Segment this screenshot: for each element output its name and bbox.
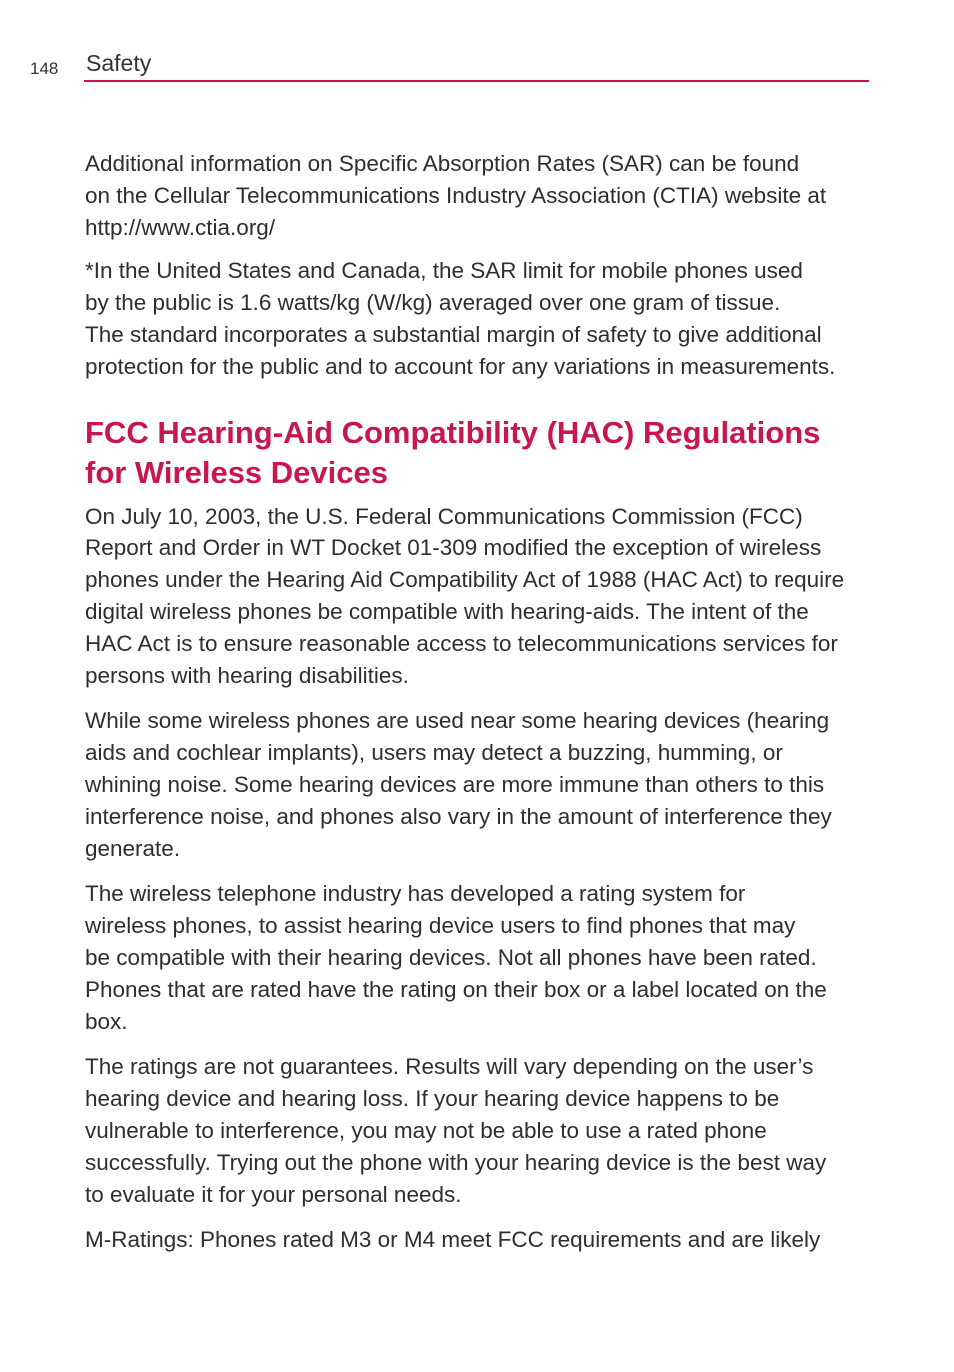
m-ratings-paragraph (85, 1224, 880, 1256)
text-line: *In the United States and Canada, the SAR limit for mobile phones used (85, 258, 803, 284)
heading-line: FCC Hearing-Aid Compatibility (HAC) Regulations (85, 414, 821, 450)
text-line: aids and cochlear implants), users may detect a buzzing, humming, or (85, 740, 783, 766)
text-line: vulnerable to interference, you may not be able to use a rated phone (85, 1117, 767, 1143)
section-heading (85, 413, 880, 493)
text-line: successfully. Trying out the phone with your hearing device is the best way (85, 1149, 827, 1175)
text-line: whining noise. Some hearing devices are more immune than others to this (85, 771, 825, 797)
text-line: phones under the Hearing Aid Compatibility Act of 1988 (HAC Act) to require (85, 567, 845, 593)
ratings-guarantee-paragraph (85, 1051, 880, 1210)
sar-limit-paragraph (85, 255, 880, 382)
text-line: box. (85, 1008, 128, 1034)
text-line: On July 10, 2003, the U.S. Federal Communications Commission (FCC) (85, 503, 803, 529)
text-line: interference noise, and phones also vary in the amount of interference they (85, 803, 832, 829)
text-line: The wireless telephone industry has developed a rating system for (85, 881, 746, 907)
text-line: While some wireless phones are used near some hearing devices (hearing (85, 708, 830, 734)
page-content (85, 148, 880, 1270)
text-line: The standard incorporates a substantial margin of safety to give additional (85, 321, 822, 347)
heading-line: for Wireless Devices (85, 454, 388, 490)
text-line: Additional information on Specific Absorption Rates (SAR) can be found (85, 151, 800, 176)
text-line: wireless phones, to assist hearing device users to find phones that may (85, 913, 796, 939)
text-line: M-Ratings: Phones rated M3 or M4 meet FCC requirements and are likely (85, 1227, 821, 1253)
text-line: HAC Act is to ensure reasonable access to telecommunications services for (85, 630, 838, 656)
text-line: hearing device and hearing loss. If your hearing device happens to be (85, 1086, 780, 1112)
text-line: be compatible with their hearing devices. Not all phones have been rated. (85, 944, 817, 970)
text-line: The ratings are not guarantees. Results will vary depending on the user’s (85, 1054, 814, 1080)
section-title: Safety (86, 50, 152, 76)
text-line: Phones that are rated have the rating on their box or a label located on the (85, 976, 827, 1002)
text-line: http://www.ctia.org/ (85, 214, 276, 240)
text-line: by the public is 1.6 watts/kg (W/kg) averaged over one gram of tissue. (85, 290, 781, 316)
text-line: to evaluate it for your personal needs. (85, 1181, 462, 1207)
rating-system-paragraph (85, 878, 880, 1037)
sar-info-paragraph (85, 148, 880, 243)
text-line: Report and Order in WT Docket 01-309 modified the exception of wireless (85, 535, 822, 561)
interference-paragraph (85, 705, 880, 864)
text-line: persons with hearing disabilities. (85, 662, 409, 688)
text-line: protection for the public and to account for any variations in measurements. (85, 353, 836, 379)
text-line: digital wireless phones be compatible with hearing-aids. The intent of the (85, 598, 809, 624)
header-rule (84, 80, 869, 82)
page-number: 148 (30, 59, 59, 78)
text-line: on the Cellular Telecommunications Industry Association (CTIA) website at (85, 182, 827, 208)
fcc-order-paragraph (85, 501, 880, 692)
text-line: generate. (85, 835, 181, 861)
